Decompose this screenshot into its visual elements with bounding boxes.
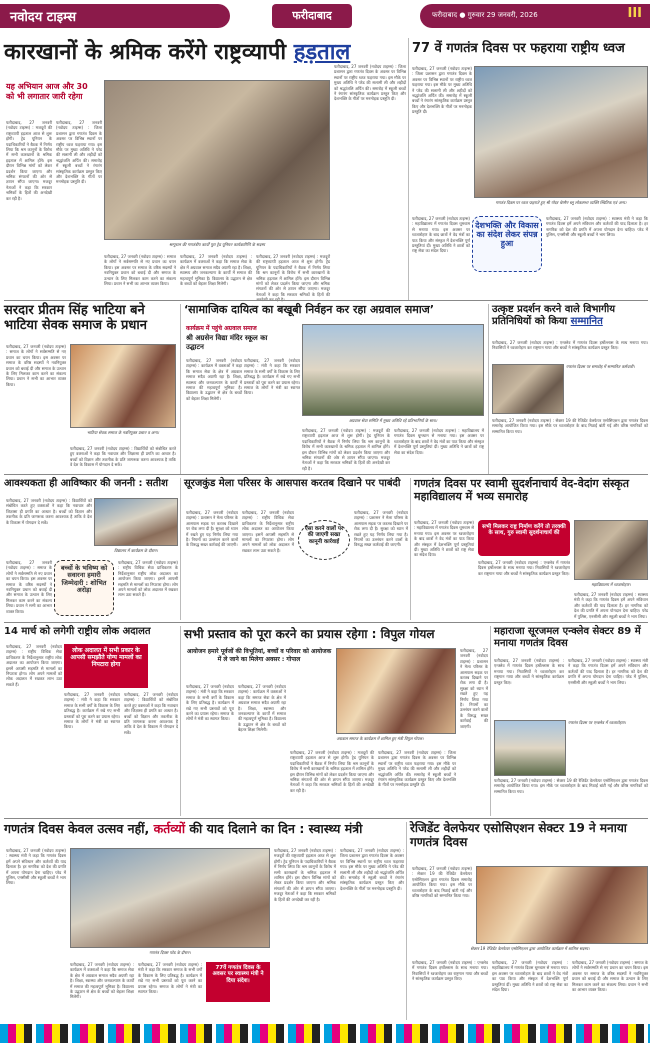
s7-quote: ऐसा करने वालों पर की जाएगी सख्त कानूनी कार्रवाई xyxy=(304,526,344,545)
page-number: III xyxy=(627,6,642,21)
city-label-box xyxy=(272,4,352,28)
s5-body-1: फरीदाबाद, 27 जनवरी (नवोदय टाइम्स) : एन्क्लेव में गणतंत्र दिवस हर्षोल्लास के साथ मनाया गया। निवासियों ने ध्वजारोहण कर राष्ट्रगान गाया और बच्चों ने सांस्कृतिक कार्यक्रम प्रस्तुत किए। xyxy=(492,340,648,351)
s10-body-5: फरीदाबाद, 27 जनवरी (नवोदय टाइम्स) : प्रशासन ने मेला परिसर के आसपास सड़क पर करतब दिखाने पर रोक लगा दी है। सुरक्षा को ध्यान में रखते हुए यह निर्णय लिया गया है। नियमों का उल्लंघन करने वालों के विरुद्ध सख्त कार्रवाई की जाएगी। xyxy=(460,648,488,729)
s10-body-1: फरीदाबाद, 27 जनवरी (नवोदय टाइम्स) : मंत्री ने कहा कि सरकार समाज के सभी वर्गों के विकास के लिए प्रतिबद्ध है। कार्यक्रम में रखे गए सभी प्रस्तावों को पूरा करने का प्रयास रहेगा। समाज के लोगों ने मंत्री का स्वागत किया। xyxy=(186,684,234,722)
s2-headline: 77 वें गणतंत्र दिवस पर फहराया राष्ट्रीय ध्वज xyxy=(412,41,625,56)
s11-body-3: फरीदाबाद, 27 जनवरी (नवोदय टाइम्स) : सेक्टर 19 की रेजिडेंट वेलफेयर एसोसिएशन द्वारा गणतंत्र दिवस समारोह आयोजित किया गया। इस मौके पर ध्वजारोहण के बाद मिठाई बांटी गई और वरिष्ठ नागरिकों को सम्मानित किया गया। xyxy=(494,778,648,794)
s4-photo xyxy=(302,324,484,416)
s10-subhead: आयोजन हमारे पूर्वजों की विभूतियां, बच्चों व परिवार को आयोजक में ले जाने का मिलेगा अवसर : गोपाल xyxy=(186,648,332,663)
s1-body-4: फरीदाबाद, 27 जनवरी (नवोदय टाइम्स) : कार्यक्रम में वक्ताओं ने कहा कि समाज सेवा के क्षेत्र में अग्रवाल समाज सदैव अग्रणी रहा है। शिक्षा, स्वास्थ्य और जनकल्याण के कार्यों में समाज की महत्वपूर्ण भूमिका है। विद्यालय के उद्घाटन से क्षेत्र के बच्चों को बेहतर शिक्षा मिलेगी। xyxy=(180,254,252,287)
s4-body-2: फरीदाबाद, 27 जनवरी (नवोदय टाइम्स) : मंत्री ने कहा कि सरकार समाज के सभी वर्गों के विकास के लिए प्रतिबद्ध है। कार्यक्रम में रखे गए सभी प्रस्तावों को पूरा करने का प्रयास रहेगा। समाज के लोगों ने मंत्री का स्वागत किया। xyxy=(244,358,300,396)
s3-body-2: फरीदाबाद, 27 जनवरी (नवोदय टाइम्स) : विद्यार्थियों को संबोधित करते हुए वक्ताओं ने कहा कि नवाचार और जिज्ञासा ही प्रगति का आधार है। बच्चों को विज्ञान और तकनीक के प्रति जागरूक करना आवश्यक है ताकि वे देश के विकास में योगदान दे सकें। xyxy=(70,446,176,468)
s3-caption: भाटिया सेवक समाज के नवनियुक्त प्रधान व अन्य। xyxy=(86,430,160,435)
s10-caption: अग्रवाल समाज के कार्यक्रम में शामिल हुए मंत्री विपुल गोयल। xyxy=(336,736,424,741)
s7-headline: सूरजकुंड मेला परिसर के आसपास करतब दिखाने पर पाबंदी xyxy=(184,478,401,489)
s11-headline: महाराजा सूरजमल एन्क्लेव सेक्टर 89 में मनाया गणतंत्र दिवस xyxy=(494,626,641,649)
s4-body-4: फरीदाबाद, 27 जनवरी (नवोदय टाइम्स) : महाविद्यालय में गणतंत्र दिवस धूमधाम से मनाया गया। इस अवसर पर ध्वजारोहण के बाद छात्रों ने वेद मंत्रों का पाठ किया और संस्कृत में देशभक्ति पूर्ण प्रस्तुतियां दीं। मुख्य अतिथि ने छात्रों को राष्ट्र सेवा का संदेश दिया। xyxy=(394,428,484,455)
s4-subhead: श्री अग्रसेन विद्या मंदिर स्कूल का उद्घाटन xyxy=(186,334,268,351)
s1-subhead: यह अभियान आज और 30 को भी लगातार जारी रहेगा xyxy=(6,82,88,101)
s12-caption: गणतंत्र दिवस परेड के दौरान। xyxy=(149,950,191,955)
s3-headline: सरदार प्रीतम सिंह भाटिया बने भाटिया सेवक समाज के प्रधान xyxy=(4,303,147,333)
s2-body-1: फरीदाबाद, 27 जनवरी (नवोदय टाइम्स) : जिला प्रशासन द्वारा गणतंत्र दिवस के अवसर पर विभिन्न स्थानों पर राष्ट्रीय ध्वज फहराया गया। इस मौके पर मुख्य अतिथि ने परेड की सलामी ली और शहीदों को श्रद्धांजलि अर्पित की। समारोह में स्कूली बच्चों ने रंगारंग सांस्कृतिक कार्यक्रम प्रस्तुत किए और देशभक्ति के गीतों पर मनमोहक प्रस्तुति दी। xyxy=(412,66,472,115)
city-name: फरीदाबाद xyxy=(292,9,332,22)
s12-body-3: फरीदाबाद, 27 जनवरी (नवोदय टाइम्स) : मंत्री ने कहा कि सरकार समाज के सभी वर्गों के विकास के लिए प्रतिबद्ध है। कार्यक्रम में रखे गए सभी प्रस्तावों को पूरा करने का प्रयास रहेगा। समाज के लोगों ने मंत्री का स्वागत किया। xyxy=(138,962,202,995)
s1-body-6: फरीदाबाद, 27 जनवरी (नवोदय टाइम्स) : जिला प्रशासन द्वारा गणतंत्र दिवस के अवसर पर विभिन्न स्थानों पर राष्ट्रीय ध्वज फहराया गया। इस मौके पर मुख्य अतिथि ने परेड की सलामी ली और शहीदों को श्रद्धांजलि अर्पित की। समारोह में स्कूली बच्चों ने रंगारंग सांस्कृतिक कार्यक्रम प्रस्तुत किए और देशभक्ति के गीतों पर मनमोहक प्रस्तुति दी। xyxy=(334,64,406,102)
s8-headline: गणतंत्र दिवस पर स्वामी सुदर्शनाचार्य वेद-वेदांग संस्कृत महाविद्यालय में भव्य समारोह xyxy=(414,477,630,503)
s12-headline: गणतंत्र दिवस केवल उत्सव नहीं, कर्तव्यों की याद दिलाने का दिन : स्वास्थ्य मंत्री xyxy=(4,821,363,836)
s1-body-5: फरीदाबाद, 27 जनवरी (नवोदय टाइम्स) : मजदूरों की राष्ट्रव्यापी हड़ताल आज से शुरू होगी। ट्रेड यूनियन के पदाधिकारियों ने बैठक में निर्णय लिया कि श्रम कानूनों के विरोध में सभी कारखानों के श्रमिक हड़ताल में शामिल होंगे। इस दौरान विभिन्न मांगों को लेकर प्रदर्शन किया जाएगा और श्रमिक संगठनों की ओर से ज्ञापन सौंपा जाएगा। मजदूर नेताओं ने कहा कि सरकार श्रमिकों के हितों की xyxy=(256,254,330,297)
s12-quote-box xyxy=(206,962,270,1002)
s9-quote-box xyxy=(64,644,148,688)
s12-body-2: फरीदाबाद, 27 जनवरी (नवोदय टाइम्स) : कार्यक्रम में वक्ताओं ने कहा कि समाज सेवा के क्षेत्र में अग्रवाल समाज सदैव अग्रणी रहा है। शिक्षा, स्वास्थ्य और जनकल्याण के कार्यों में समाज की महत्वपूर्ण भूमिका है। विद्यालय के उद्घाटन से क्षेत्र के बच्चों को बेहतर शिक्षा मिलेगी। xyxy=(70,962,134,1000)
s13-body-1: फरीदाबाद, 27 जनवरी (नवोदय टाइम्स) : सेक्टर 19 की रेजिडेंट वेलफेयर एसोसिएशन द्वारा गणतंत्र दिवस समारोह आयोजित किया गया। इस मौके पर ध्वजारोहण के बाद मिठाई बांटी गई और वरिष्ठ नागरिकों को सम्मानित किया गया। xyxy=(412,866,472,899)
s1-caption: श्रम्पुराल की गणतंत्रीय कार्यों पूरा ट्रेड यूनियन कार्यकारिणि के सदस्य xyxy=(169,242,265,247)
s10-body-2: फरीदाबाद, 27 जनवरी (नवोदय टाइम्स) : कार्यक्रम में वक्ताओं ने कहा कि समाज सेवा के क्षेत्र में अग्रवाल समाज सदैव अग्रणी रहा है। शिक्षा, स्वास्थ्य और जनकल्याण के कार्यों में समाज की महत्वपूर्ण भूमिका है। विद्यालय के उद्घाटन से क्षेत्र के बच्चों को बेहतर शिक्षा मिलेगी। xyxy=(238,684,286,733)
s6-body-1: फरीदाबाद, 27 जनवरी (नवोदय टाइम्स) : विद्यार्थियों को संबोधित करते हुए वक्ताओं ने कहा कि नवाचार और जिज्ञासा ही प्रगति का आधार है। बच्चों को विज्ञान और तकनीक के प्रति जागरूक करना आवश्यक है ताकि वे देश के विकास में योगदान दे सकें। xyxy=(6,498,92,525)
s6-quote: बच्चों के भविष्य को सवारना हमारी जिम्मेदारी : शोभित अरोड़ा xyxy=(60,564,108,595)
s5-headline: उत्कृष्ट प्रदर्शन करने वाले विभागीय प्रतिनिधियों को किया सम्मानित xyxy=(492,304,616,327)
s1-body-2: फरीदाबाद, 27 जनवरी (नवोदय टाइम्स) : जिला प्रशासन द्वारा गणतंत्र दिवस के अवसर पर विभिन्न स्थानों पर राष्ट्रीय ध्वज फहराया गया। इस मौके पर मुख्य अतिथि ने परेड की सलामी ली और शहीदों को श्रद्धांजलि अर्पित की। समारोह में स्कूली बच्चों ने रंगारंग सांस्कृतिक कार्यक्रम प्रस्तुत किए और देशभक्ति के गीतों पर मनमोहक प्रस्तुति दी। xyxy=(56,120,102,185)
s2-photo xyxy=(474,66,648,198)
s4-headline: ‘सामाजिक दायित्व का बखूबी निर्वहन कर रहा अग्रवाल समाज’ xyxy=(184,303,435,316)
s13-headline: रेजिडेंट वेलफेयर एसोसिएशन सेक्टर 19 ने मनाया गणतंत्र दिवस xyxy=(410,821,627,849)
masthead xyxy=(0,0,650,36)
s6-photo xyxy=(94,498,178,546)
s2-body-3: फरीदाबाद, 27 जनवरी (नवोदय टाइम्स) : स्वास्थ्य मंत्री ने कहा कि गणतंत्र दिवस हमें अपने संविधान और कर्तव्यों की याद दिलाता है। हर नागरिक को देश की प्रगति में अपना योगदान देना चाहिए। परेड में पुलिस, एनसीसी और स्कूली बच्चों ने भाग लिया। xyxy=(546,216,648,238)
s9-quote: लोक अदालत में सभी प्रकार के आपसी समझौते योग्य मामलों का निपटारा होगा xyxy=(70,647,142,668)
s12-quote: 77वें गणतंत्र दिवस के अवसर पर स्वास्थ्य मंत्री ने दिया संदेश। xyxy=(212,965,264,984)
s9-body-3: फरीदाबाद, 27 जनवरी (नवोदय टाइम्स) : विद्यार्थियों को संबोधित करते हुए वक्ताओं ने कहा कि नवाचार और जिज्ञासा ही प्रगति का आधार है। बच्चों को विज्ञान और तकनीक के प्रति जागरूक करना आवश्यक है ताकि वे देश के विकास में योगदान दे सकें। xyxy=(124,692,178,735)
s8-body-3: फरीदाबाद, 27 जनवरी (नवोदय टाइम्स) : स्वास्थ्य मंत्री ने कहा कि गणतंत्र दिवस हमें अपने संविधान और कर्तव्यों की याद दिलाता है। हर नागरिक को देश की प्रगति में अपना योगदान देना चाहिए। परेड में पुलिस, एनसीसी और स्कूली बच्चों ने भाग लिया। xyxy=(574,592,648,619)
s11-caption: गणतंत्र दिवस पर एन्क्लेव में ध्वजारोहण। xyxy=(568,720,626,725)
s10-body-3: फरीदाबाद, 27 जनवरी (नवोदय टाइम्स) : मजदूरों की राष्ट्रव्यापी हड़ताल आज से शुरू होगी। ट्रेड यूनियन के पदाधिकारियों ने बैठक में निर्णय लिया कि श्रम कानूनों के विरोध में सभी कारखानों के श्रमिक हड़ताल में शामिल होंगे। इस दौरान विभिन्न मांगों को लेकर प्रदर्शन किया जाएगा और श्रमिक संगठनों की ओर से ज्ञापन सौंपा जाएगा। मजदूर नेताओं ने कहा कि सरकार श्रमिकों के हितों की अनदेखी कर रही है। xyxy=(290,750,374,793)
s9-headline: 14 मार्च को लगेगी राष्ट्रीय लोक अदालत xyxy=(4,626,151,637)
s8-quote: सभी मिलकर राष्ट्र निर्माण करेंगे तो तरक्की के साथ, गुरु स्वामी सुदर्शनाचार्य की xyxy=(482,524,566,537)
s4-body-1: फरीदाबाद, 27 जनवरी (नवोदय टाइम्स) : कार्यक्रम में वक्ताओं ने कहा कि समाज सेवा के क्षेत्र में अग्रवाल समाज सदैव अग्रणी रहा है। शिक्षा, स्वास्थ्य और जनकल्याण के कार्यों में समाज की महत्वपूर्ण भूमिका है। विद्यालय के उद्घाटन से क्षेत्र के बच्चों को बेहतर शिक्षा मिलेगी। xyxy=(186,358,242,401)
s12-body-1: फरीदाबाद, 27 जनवरी (नवोदय टाइम्स) : स्वास्थ्य मंत्री ने कहा कि गणतंत्र दिवस हमें अपने संविधान और कर्तव्यों की याद दिलाता है। हर नागरिक को देश की प्रगति में अपना योगदान देना चाहिए। परेड में पुलिस, एनसीसी और स्कूली बच्चों ने भाग लिया। xyxy=(6,848,66,886)
s1-body-1: फरीदाबाद, 27 जनवरी (नवोदय टाइम्स) : मजदूरों की राष्ट्रव्यापी हड़ताल आज से शुरू होगी। ट्रेड यूनियन के पदाधिकारियों ने बैठक में निर्णय लिया कि श्रम कानूनों के विरोध में सभी कारखानों के श्रमिक हड़ताल में शामिल होंगे। इस दौरान विभिन्न मांगों को लेकर प्रदर्शन किया जाएगा और श्रमिक संगठनों की ओर से ज्ञापन सौंपा जाएगा। मजदूर नेताओं ने कहा कि सरकार श्रमिकों के हितों की अनदेखी कर रही है। xyxy=(6,120,52,201)
s6-caption: विद्यालय में कार्यक्रम के दौरान। xyxy=(114,548,158,553)
s5-caption: गणतंत्र दिवस पर समारोह में सम्मानित कर्मचारी। xyxy=(566,364,635,369)
s8-photo xyxy=(574,520,648,580)
s1-headline: कारखानों के श्रमिक करेंगे राष्ट्रव्यापी हड़ताल xyxy=(4,40,351,65)
s11-body-2: फरीदाबाद, 27 जनवरी (नवोदय टाइम्स) : स्वास्थ्य मंत्री ने कहा कि गणतंत्र दिवस हमें अपने संविधान और कर्तव्यों की याद दिलाता है। हर नागरिक को देश की प्रगति में अपना योगदान देना चाहिए। परेड में पुलिस, एनसीसी और स्कूली बच्चों ने भाग लिया। xyxy=(568,658,648,685)
s2-caption: गणतंत्र दिवस पर ध्वज फहराते हुए श्री गोदर चेरमैन ब्लू लोकसभा व्यक्ति स्थितिक एवं अन्य। xyxy=(495,200,627,205)
s13-caption: सेक्टर 19 रेजिडेंट वेलफेयर एसोसिएशन द्वारा आयोजित कार्यक्रम में शामिल सदस्य। xyxy=(470,946,590,951)
s5-photo xyxy=(492,364,564,414)
s7-body-3: फरीदाबाद, 27 जनवरी (नवोदय टाइम्स) : प्रशासन ने मेला परिसर के आसपास सड़क पर करतब दिखाने पर रोक लगा दी है। सुरक्षा को ध्यान में रखते हुए यह निर्णय लिया गया है। नियमों का उल्लंघन करने वालों के विरुद्ध सख्त कार्रवाई की जाएगी। xyxy=(354,510,408,548)
s3-photo xyxy=(70,344,176,428)
s6-body-3: फरीदाबाद, 27 जनवरी (नवोदय टाइम्स) : राष्ट्रीय विधिक सेवा प्राधिकरण के निर्देशानुसार राष्ट्रीय लोक अदालत का आयोजन किया जाएगा। इसमें आपसी सहमति से मामलों का निपटारा होगा। लोग अपने मामलों को लोक अदालत में रखकर लाभ उठा सकते हैं। xyxy=(118,560,178,598)
masthead-right xyxy=(420,4,650,28)
s12-body-4: फरीदाबाद, 27 जनवरी (नवोदय टाइम्स) : मजदूरों की राष्ट्रव्यापी हड़ताल आज से शुरू होगी। ट्रेड यूनियन के पदाधिकारियों ने बैठक में निर्णय लिया कि श्रम कानूनों के विरोध में सभी कारखानों के श्रमिक हड़ताल में शामिल होंगे। इस दौरान विभिन्न मांगों को लेकर प्रदर्शन किया जाएगा और श्रमिक संगठनों की ओर से ज्ञापन सौंपा जाएगा। मजदूर नेताओं ने कहा कि सरकार श्रमिकों के हितों की अनदेखी कर रही है। xyxy=(274,848,336,902)
s4-body-3: फरीदाबाद, 27 जनवरी (नवोदय टाइम्स) : मजदूरों की राष्ट्रव्यापी हड़ताल आज से शुरू होगी। ट्रेड यूनियन के पदाधिकारियों ने बैठक में निर्णय लिया कि श्रम कानूनों के विरोध में सभी कारखानों के श्रमिक हड़ताल में शामिल होंगे। इस दौरान विभिन्न मांगों को लेकर प्रदर्शन किया जाएगा और श्रमिक संगठनों की ओर से ज्ञापन सौंपा जाएगा। मजदूर नेताओं ने कहा कि सरकार श्रमिकों के हितों की अनदेखी कर रही है। xyxy=(302,428,390,471)
s1-body-3: फरीदाबाद, 27 जनवरी (नवोदय टाइम्स) : समाज के लोगों ने सर्वसम्मति से नए प्रधान का चयन किया। इस अवसर पर समाज के वरिष्ठ सदस्यों ने नवनियुक्त प्रधान को बधाई दी और समाज के उत्थान के लिए मिलकर काम करने का संकल्प लिया। प्रधान ने सभी का आभार व्यक्त किया। xyxy=(104,254,176,287)
s2-body-2: फरीदाबाद, 27 जनवरी (नवोदय टाइम्स) : महाविद्यालय में गणतंत्र दिवस धूमधाम से मनाया गया। इस अवसर पर ध्वजारोहण के बाद छात्रों ने वेद मंत्रों का पाठ किया और संस्कृत में देशभक्ति पूर्ण प्रस्तुतियां दीं। मुख्य अतिथि ने छात्रों को राष्ट्र सेवा का संदेश दिया। xyxy=(412,216,470,254)
s5-body-2: फरीदाबाद, 27 जनवरी (नवोदय टाइम्स) : सेक्टर 19 की रेजिडेंट वेलफेयर एसोसिएशन द्वारा गणतंत्र दिवस समारोह आयोजित किया गया। इस मौके पर ध्वजारोहण के बाद मिठाई बांटी गई और वरिष्ठ नागरिकों को सम्मानित किया गया। xyxy=(492,418,648,434)
s13-photo xyxy=(476,866,648,944)
s6-quote-box xyxy=(54,560,114,616)
date-line: फरीदाबाद ● गुरुवार 29 जनवरी, 2026 xyxy=(432,11,538,19)
s3-body-1: फरीदाबाद, 27 जनवरी (नवोदय टाइम्स) : समाज के लोगों ने सर्वसम्मति से नए प्रधान का चयन किया। इस अवसर पर समाज के वरिष्ठ सदस्यों ने नवनियुक्त प्रधान को बधाई दी और समाज के उत्थान के लिए मिलकर काम करने का संकल्प लिया। प्रधान ने सभी का आभार व्यक्त किया। xyxy=(6,344,66,387)
masthead-left xyxy=(0,4,230,28)
s4-caption: अग्रवाल सेवा समिति में मुख्य अतिथि रहे प्रतिभागियों के साथ। xyxy=(348,418,438,423)
s13-body-4: फरीदाबाद, 27 जनवरी (नवोदय टाइम्स) : समाज के लोगों ने सर्वसम्मति से नए प्रधान का चयन किया। इस अवसर पर समाज के वरिष्ठ सदस्यों ने नवनियुक्त प्रधान को बधाई दी और समाज के उत्थान के लिए मिलकर काम करने का संकल्प लिया। प्रधान ने सभी का आभार व्यक्त किया। xyxy=(572,960,648,993)
s4-kicker: कार्यक्रम में पहुंचे अग्रवाल समाज xyxy=(186,325,257,332)
s7-quote-box xyxy=(298,520,350,560)
s2-quote: देशभक्ति और विकास का संदेश लेकर संपन्न हुआ xyxy=(475,221,539,249)
s10-photo xyxy=(336,648,456,734)
s2-quote-box xyxy=(472,216,542,272)
s6-headline: आवश्यकता ही आविष्कार की जननी : सतीश xyxy=(4,478,168,489)
s6-body-2: फरीदाबाद, 27 जनवरी (नवोदय टाइम्स) : समाज के लोगों ने सर्वसम्मति से नए प्रधान का चयन किया। इस अवसर पर समाज के वरिष्ठ सदस्यों ने नवनियुक्त प्रधान को बधाई दी और समाज के उत्थान के लिए मिलकर काम करने का संकल्प लिया। प्रधान ने सभी का आभार व्यक्त किया। xyxy=(6,560,52,614)
s11-body-1: फरीदाबाद, 27 जनवरी (नवोदय टाइम्स) : एन्क्लेव में गणतंत्र दिवस हर्षोल्लास के साथ मनाया गया। निवासियों ने ध्वजारोहण कर राष्ट्रगान गाया और बच्चों ने सांस्कृतिक कार्यक्रम प्रस्तुत किए। xyxy=(494,658,564,685)
s7-body-1: फरीदाबाद, 27 जनवरी (नवोदय टाइम्स) : प्रशासन ने मेला परिसर के आसपास सड़क पर करतब दिखाने पर रोक लगा दी है। सुरक्षा को ध्यान में रखते हुए यह निर्णय लिया गया है। नियमों का उल्लंघन करने वालों के विरुद्ध सख्त कार्रवाई की जाएगी। xyxy=(186,510,238,548)
s12-body-5: फरीदाबाद, 27 जनवरी (नवोदय टाइम्स) : जिला प्रशासन द्वारा गणतंत्र दिवस के अवसर पर विभिन्न स्थानों पर राष्ट्रीय ध्वज फहराया गया। इस मौके पर मुख्य अतिथि ने परेड की सलामी ली और शहीदों को श्रद्धांजलि अर्पित की। समारोह में स्कूली बच्चों ने रंगारंग सांस्कृतिक कार्यक्रम प्रस्तुत किए और देशभक्ति के गीतों पर मनमोहक प्रस्तुति दी। xyxy=(340,848,404,891)
s8-body-2: फरीदाबाद, 27 जनवरी (नवोदय टाइम्स) : एन्क्लेव में गणतंत्र दिवस हर्षोल्लास के साथ मनाया गया। निवासियों ने ध्वजारोहण कर राष्ट्रगान गाया और बच्चों ने सांस्कृतिक कार्यक्रम प्रस्तुत किए। xyxy=(478,560,570,576)
paper-name: नवोदय टाइम्स xyxy=(10,10,77,25)
s10-headline: सभी प्रस्ताव को पूरा करने का प्रयास रहेगा : विपुल गोयल xyxy=(184,627,435,641)
s12-photo xyxy=(70,848,270,948)
s13-body-2: फरीदाबाद, 27 जनवरी (नवोदय टाइम्स) : एन्क्लेव में गणतंत्र दिवस हर्षोल्लास के साथ मनाया गया। निवासियों ने ध्वजारोहण कर राष्ट्रगान गाया और बच्चों ने सांस्कृतिक कार्यक्रम प्रस्तुत किए। xyxy=(412,960,488,982)
s9-body-1: फरीदाबाद, 27 जनवरी (नवोदय टाइम्स) : राष्ट्रीय विधिक सेवा प्राधिकरण के निर्देशानुसार राष्ट्रीय लोक अदालत का आयोजन किया जाएगा। इसमें आपसी सहमति से मामलों का निपटारा होगा। लोग अपने मामलों को लोक अदालत में रखकर लाभ उठा सकते हैं। xyxy=(6,644,62,687)
s10-body-4: फरीदाबाद, 27 जनवरी (नवोदय टाइम्स) : जिला प्रशासन द्वारा गणतंत्र दिवस के अवसर पर विभिन्न स्थानों पर राष्ट्रीय ध्वज फहराया गया। इस मौके पर मुख्य अतिथि ने परेड की सलामी ली और शहीदों को श्रद्धांजलि अर्पित की। समारोह में स्कूली बच्चों ने रंगारंग सांस्कृतिक कार्यक्रम प्रस्तुत किए और देशभक्ति के गीतों पर मनमोहक प्रस्तुति दी। xyxy=(378,750,456,788)
s8-caption: महाविद्यालय में ध्वजारोहण। xyxy=(591,582,631,587)
s7-body-2: फरीदाबाद, 27 जनवरी (नवोदय टाइम्स) : राष्ट्रीय विधिक सेवा प्राधिकरण के निर्देशानुसार राष्ट्रीय लोक अदालत का आयोजन किया जाएगा। इसमें आपसी सहमति से मामलों का निपटारा होगा। लोग अपने मामलों को लोक अदालत में रखकर लाभ उठा सकते हैं। xyxy=(242,510,294,553)
s8-body-1: फरीदाबाद, 27 जनवरी (नवोदय टाइम्स) : महाविद्यालय में गणतंत्र दिवस धूमधाम से मनाया गया। इस अवसर पर ध्वजारोहण के बाद छात्रों ने वेद मंत्रों का पाठ किया और संस्कृत में देशभक्ति पूर्ण प्रस्तुतियां दीं। मुख्य अतिथि ने छात्रों को राष्ट्र सेवा का संदेश दिया। xyxy=(414,520,474,558)
s1-photo xyxy=(104,80,330,240)
s13-body-3: फरीदाबाद, 27 जनवरी (नवोदय टाइम्स) : महाविद्यालय में गणतंत्र दिवस धूमधाम से मनाया गया। इस अवसर पर ध्वजारोहण के बाद छात्रों ने वेद मंत्रों का पाठ किया और संस्कृत में देशभक्ति पूर्ण प्रस्तुतियां दीं। मुख्य अतिथि ने छात्रों को राष्ट्र सेवा का संदेश दिया। xyxy=(492,960,568,993)
s8-quote-box xyxy=(478,520,570,556)
s11-photo xyxy=(494,720,566,776)
color-registration-strip xyxy=(0,1024,650,1043)
s9-body-2: फरीदाबाद, 27 जनवरी (नवोदय टाइम्स) : मंत्री ने कहा कि सरकार समाज के सभी वर्गों के विकास के लिए प्रतिबद्ध है। कार्यक्रम में रखे गए सभी प्रस्तावों को पूरा करने का प्रयास रहेगा। समाज के लोगों ने मंत्री का स्वागत किया। xyxy=(64,692,120,730)
